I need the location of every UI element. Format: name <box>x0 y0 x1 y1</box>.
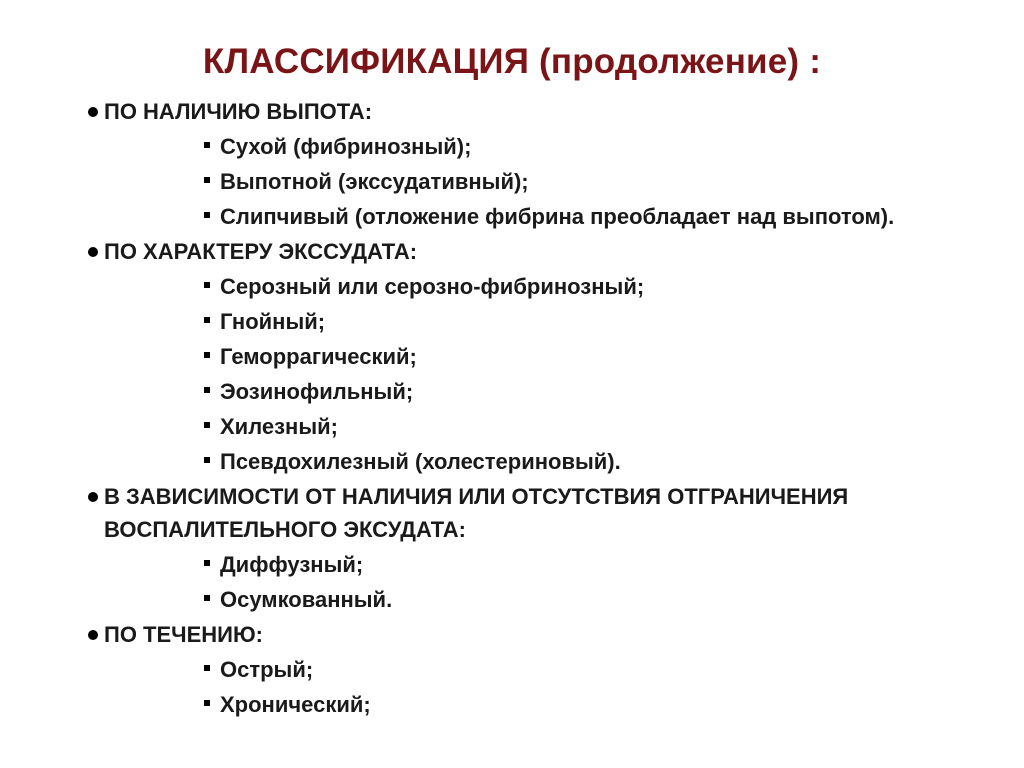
square-bullet-icon <box>204 457 210 463</box>
section-heading <box>88 95 988 128</box>
square-bullet-icon <box>204 177 210 183</box>
section-items <box>88 130 988 233</box>
list-item-text: Осумкованный. <box>220 587 393 612</box>
list-item <box>204 583 988 616</box>
square-bullet-icon <box>204 352 210 358</box>
round-bullet-icon <box>88 630 98 640</box>
list-item <box>204 165 988 198</box>
list-item-text: Диффузный; <box>220 552 364 577</box>
section-heading-text: В ЗАВИСИМОСТИ ОТ НАЛИЧИЯ ИЛИ ОТСУТСТВИЯ ОТГРАНИЧЕНИЯ ВОСПАЛИТЕЛЬНОГО ЭКСУДАТА: <box>104 484 849 542</box>
list-item <box>204 445 988 478</box>
list-item-text: Гнойный; <box>220 309 326 334</box>
square-bullet-icon <box>204 595 210 601</box>
list-item-text: Серозный или серозно-фибринозный; <box>220 274 645 299</box>
section-heading-text: ПО ТЕЧЕНИЮ: <box>104 622 263 647</box>
list-item <box>204 410 988 443</box>
section-items <box>88 270 988 478</box>
square-bullet-icon <box>204 142 210 148</box>
section-heading <box>88 480 988 546</box>
list-item-text: Выпотной (экссудативный); <box>220 169 529 194</box>
square-bullet-icon <box>204 700 210 706</box>
list-item <box>204 653 988 686</box>
slide-title: КЛАССИФИКАЦИЯ (продолжение) : <box>202 42 822 81</box>
square-bullet-icon <box>204 212 210 218</box>
round-bullet-icon <box>88 247 98 257</box>
square-bullet-icon <box>204 282 210 288</box>
list-item <box>204 688 988 721</box>
list-item-text: Слипчивый (отложение фибрина преобладает над выпотом). <box>220 204 895 229</box>
list-item-text: Хилезный; <box>220 414 338 439</box>
section-heading <box>88 235 988 268</box>
round-bullet-icon <box>88 107 98 117</box>
list-item <box>204 375 988 408</box>
list-item <box>204 305 988 338</box>
list-item <box>204 130 988 163</box>
list-item-text: Эозинофильный; <box>220 379 414 404</box>
section-delimitation <box>88 480 988 616</box>
round-bullet-icon <box>88 492 98 502</box>
list-item <box>204 548 988 581</box>
list-item-text: Геморрагический; <box>220 344 417 369</box>
section-course <box>88 618 988 721</box>
section-heading <box>88 618 988 651</box>
classification-list <box>88 95 988 723</box>
list-item-text: Острый; <box>220 657 314 682</box>
square-bullet-icon <box>204 317 210 323</box>
section-heading-text: ПО НАЛИЧИЮ ВЫПОТА: <box>104 99 373 124</box>
square-bullet-icon <box>204 422 210 428</box>
list-item <box>204 270 988 303</box>
section-items <box>88 548 988 616</box>
section-items <box>88 653 988 721</box>
list-item <box>204 200 988 233</box>
square-bullet-icon <box>204 560 210 566</box>
list-item-text: Хронический; <box>220 692 371 717</box>
section-exudate-type <box>88 235 988 478</box>
square-bullet-icon <box>204 665 210 671</box>
section-heading-text: ПО ХАРАКТЕРУ ЭКССУДАТА: <box>104 239 418 264</box>
list-item-text: Сухой (фибринозный); <box>220 134 472 159</box>
list-item-text: Псевдохилезный (холестериновый). <box>220 449 621 474</box>
square-bullet-icon <box>204 387 210 393</box>
section-effusion <box>88 95 988 233</box>
list-item <box>204 340 988 373</box>
